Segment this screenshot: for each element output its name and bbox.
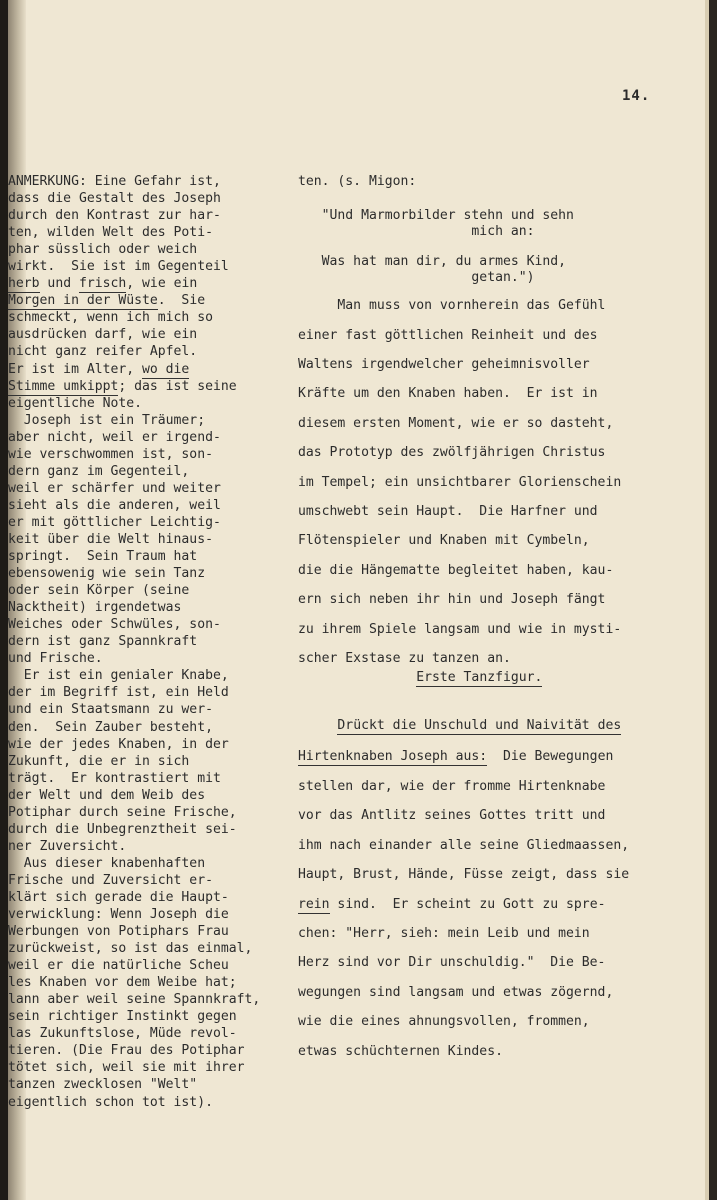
- text-span: [298, 670, 416, 685]
- text-line: ten. (s. Migon:: [298, 174, 417, 189]
- text-line: stellen dar, wie der fromme Hirtenknabe: [298, 779, 606, 794]
- underlined-text: Erste Tanzfigur.: [416, 670, 543, 685]
- text-line: getan."): [298, 270, 535, 285]
- text-line: zu ihrem Spiele langsam und wie in mysti-: [298, 622, 622, 637]
- text-line: etwas schüchternen Kindes.: [298, 1044, 503, 1059]
- text-line: phar süsslich oder weich: [8, 242, 198, 258]
- text-line: tötet sich, weil sie mit ihrer: [8, 1060, 245, 1076]
- text-line: klärt sich gerade die Haupt-: [8, 889, 229, 905]
- text-line: und ein Staatsmann zu wer-: [8, 702, 213, 718]
- text-line: lann aber weil seine Spannkraft,: [8, 992, 261, 1008]
- text-line: tieren. (Die Frau des Potiphar: [8, 1043, 245, 1059]
- text-line: [8, 292, 293, 309]
- text-line: ausdrücken darf, wie ein: [8, 327, 198, 343]
- underlined-text: Hirtenknaben Joseph aus:: [298, 749, 488, 764]
- text-line: er mit göttlicher Leichtig-: [8, 514, 221, 530]
- text-line: den. Sein Zauber besteht,: [8, 719, 213, 735]
- text-line: [298, 749, 613, 764]
- text-line: tanzen zwecklosen "Welt": [8, 1077, 198, 1093]
- document-page: [8, 0, 709, 1200]
- text-line: Potiphar durch seine Frische,: [8, 804, 237, 820]
- text-line: umschwebt sein Haupt. Die Harfner und: [298, 504, 598, 519]
- text-line: ebensowenig wie sein Tanz: [8, 566, 206, 582]
- text-line: wirkt. Sie ist im Gegenteil: [8, 259, 229, 275]
- text-line: schmeckt, wenn ich mich so: [8, 310, 213, 326]
- underlined-text: Drückt die Unschuld und Naivität des: [337, 718, 622, 733]
- text-line: keit über die Welt hinaus-: [8, 531, 213, 547]
- text-line: durch die Unbegrenztheit sei-: [8, 821, 237, 837]
- text-line: sieht als die anderen, weil: [8, 497, 221, 513]
- text-span: . Sie: [157, 293, 206, 309]
- text-line: Man muss von vornherein das Gefühl: [298, 298, 606, 313]
- text-span: ; das ist seine: [118, 378, 237, 394]
- text-line: einer fast göttlichen Reinheit und des: [298, 328, 598, 343]
- text-span: Er ist im Alter,: [8, 361, 143, 377]
- annotation-column: [8, 173, 293, 1111]
- text-line: verwicklung: Wenn Joseph die: [8, 907, 229, 923]
- text-line: nicht ganz reifer Apfel.: [8, 344, 198, 360]
- text-line: wie verschwommen ist, son-: [8, 446, 213, 462]
- text-line: springt. Sein Traum hat: [8, 549, 198, 565]
- text-line: sein richtiger Instinkt gegen: [8, 1009, 237, 1025]
- section-heading: [298, 670, 542, 685]
- text-line: diesem ersten Moment, wie er so dasteht,: [298, 416, 614, 431]
- text-line: ihm nach einander alle seine Gliedmaassen,: [298, 838, 630, 853]
- text-line: Waltens irgendwelcher geheimnisvoller: [298, 357, 590, 372]
- text-line: Kräfte um den Knaben haben. Er ist in: [298, 386, 598, 401]
- underlined-text: wo die: [142, 361, 190, 377]
- text-line: dern ganz im Gegenteil,: [8, 463, 190, 479]
- text-span: Die Bewegungen: [487, 749, 614, 764]
- text-line: Nacktheit) irgendetwas: [8, 600, 182, 616]
- text-line: zurückweist, so ist das einmal,: [8, 941, 253, 957]
- text-span: , wie ein: [126, 276, 198, 292]
- text-line: wie der jedes Knaben, in der: [8, 736, 229, 752]
- text-line: dern ist ganz Spannkraft: [8, 634, 198, 650]
- underlined-text: frisch: [78, 276, 127, 292]
- text-line: weil er die natürliche Scheu: [8, 958, 229, 974]
- text-line: chen: "Herr, sieh: mein Leib und mein: [298, 926, 590, 941]
- text-line: [8, 361, 293, 378]
- page-number: 14.: [622, 88, 651, 104]
- text-line: [298, 897, 605, 912]
- text-line: ANMERKUNG: Eine Gefahr ist,: [8, 174, 221, 189]
- text-line: eigentliche Note.: [8, 395, 143, 411]
- text-line: wegungen sind langsam und etwas zögernd,: [298, 985, 614, 1000]
- text-span: [298, 718, 337, 733]
- text-line: Aus dieser knabenhaften: [8, 855, 206, 871]
- text-line: Zukunft, die er in sich: [8, 753, 190, 769]
- text-line: les Knaben vor dem Weibe hat;: [8, 975, 237, 991]
- text-line: vor das Antlitz seines Gottes tritt und: [298, 808, 606, 823]
- text-span: und: [39, 276, 79, 292]
- text-line: der im Begriff ist, ein Held: [8, 685, 229, 701]
- text-line: las Zukunftslose, Müde revol-: [8, 1026, 237, 1042]
- underlined-text: Stimme umkippt: [8, 378, 119, 394]
- text-line: scher Exstase zu tanzen an.: [298, 651, 511, 666]
- text-line: [8, 378, 293, 395]
- text-line: weil er schärfer und weiter: [8, 480, 221, 496]
- text-line: durch den Kontrast zur har-: [8, 208, 221, 224]
- text-line: im Tempel; ein unsichtbarer Glorienschein: [298, 475, 622, 490]
- text-line: Weiches oder Schwüles, son-: [8, 617, 221, 633]
- text-line: Er ist ein genialer Knabe,: [8, 668, 229, 684]
- text-line: ten, wilden Welt des Poti-: [8, 225, 213, 241]
- text-line: "Und Marmorbilder stehn und sehn: [298, 208, 574, 223]
- text-line: Werbungen von Potiphars Frau: [8, 924, 229, 940]
- text-line: ner Zuversicht.: [8, 838, 127, 854]
- text-line: Herz sind vor Dir unschuldig." Die Be-: [298, 955, 606, 970]
- page-edge: [705, 0, 709, 1200]
- underlined-text: Morgen in der Wüste: [8, 293, 158, 309]
- text-line: mich an:: [298, 224, 535, 239]
- text-line: Flötenspieler und Knaben mit Cymbeln,: [298, 533, 590, 548]
- text-line: die die Hängematte begleitet haben, kau-: [298, 563, 614, 578]
- underlined-text: rein: [298, 897, 330, 912]
- text-line: ern sich neben ihr hin und Joseph fängt: [298, 592, 606, 607]
- text-line: Haupt, Brust, Hände, Füsse zeigt, dass sie: [298, 867, 630, 882]
- text-line: dass die Gestalt des Joseph: [8, 191, 221, 207]
- text-line: trägt. Er kontrastiert mit: [8, 770, 221, 786]
- text-line: [8, 275, 293, 292]
- text-line: und Frische.: [8, 651, 103, 667]
- text-line: Joseph ist ein Träumer;: [8, 412, 206, 428]
- text-line: [298, 718, 621, 733]
- text-line: das Prototyp des zwölfjährigen Christus: [298, 445, 606, 460]
- text-line: der Welt und dem Weib des: [8, 787, 206, 803]
- text-line: wie die eines ahnungsvollen, frommen,: [298, 1014, 590, 1029]
- text-line: oder sein Körper (seine: [8, 583, 190, 599]
- text-line: eigentlich schon tot ist).: [8, 1094, 213, 1110]
- underlined-text: herb: [8, 276, 40, 292]
- text-line: aber nicht, weil er irgend-: [8, 429, 221, 445]
- text-span: sind. Er scheint zu Gott zu spre-: [329, 897, 606, 912]
- text-line: Frische und Zuversicht er-: [8, 872, 213, 888]
- text-line: Was hat man dir, du armes Kind,: [298, 254, 567, 269]
